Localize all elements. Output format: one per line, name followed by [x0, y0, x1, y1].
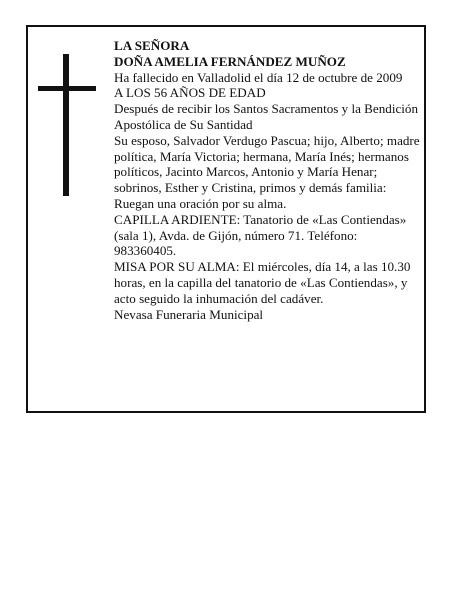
cross-horizontal-bar [38, 86, 96, 91]
cross-icon [38, 54, 96, 196]
chapel-info: CAPILLA ARDIENTE: Tanatorio de «Las Contiendas» (sala 1), Avda. de Gijón, número 71. Teléfono: 983360405. [114, 211, 407, 259]
sacraments-line: Después de recibir los Santos Sacramentos y la Bendición Apostólica de Su Santidad [114, 101, 418, 132]
obituary-text [114, 38, 420, 322]
mass-info: MISA POR SU ALMA: El miércoles, día 14, a las 10.30 horas, en la capilla del tanatorio de «Las Contiendas», y acto seguido la inhumación del cadáver. [114, 259, 411, 306]
cross-vertical-bar [63, 54, 69, 196]
prayer-line: Ruegan una oración por su alma. [114, 195, 287, 211]
family-list: Su esposo, Salvador Verdugo Pascua; hijo, Alberto; madre política, María Victoria; hermana, María Inés; hermanos políticos, Jacinto Marcos, Antonio y María Henar; sobrinos, Esther y Cristina, primos y demás familia: [114, 132, 420, 196]
death-info: Ha fallecido en Valladolid el día 12 de octubre de 2009 [114, 69, 403, 85]
funeral-home: Nevasa Funeraria Municipal [114, 306, 264, 322]
title-line-1: LA SEÑORA [114, 38, 190, 53]
deceased-name: DOÑA AMELIA FERNÁNDEZ MUÑOZ [114, 53, 346, 69]
age-line: A LOS 56 AÑOS DE EDAD [114, 85, 266, 101]
